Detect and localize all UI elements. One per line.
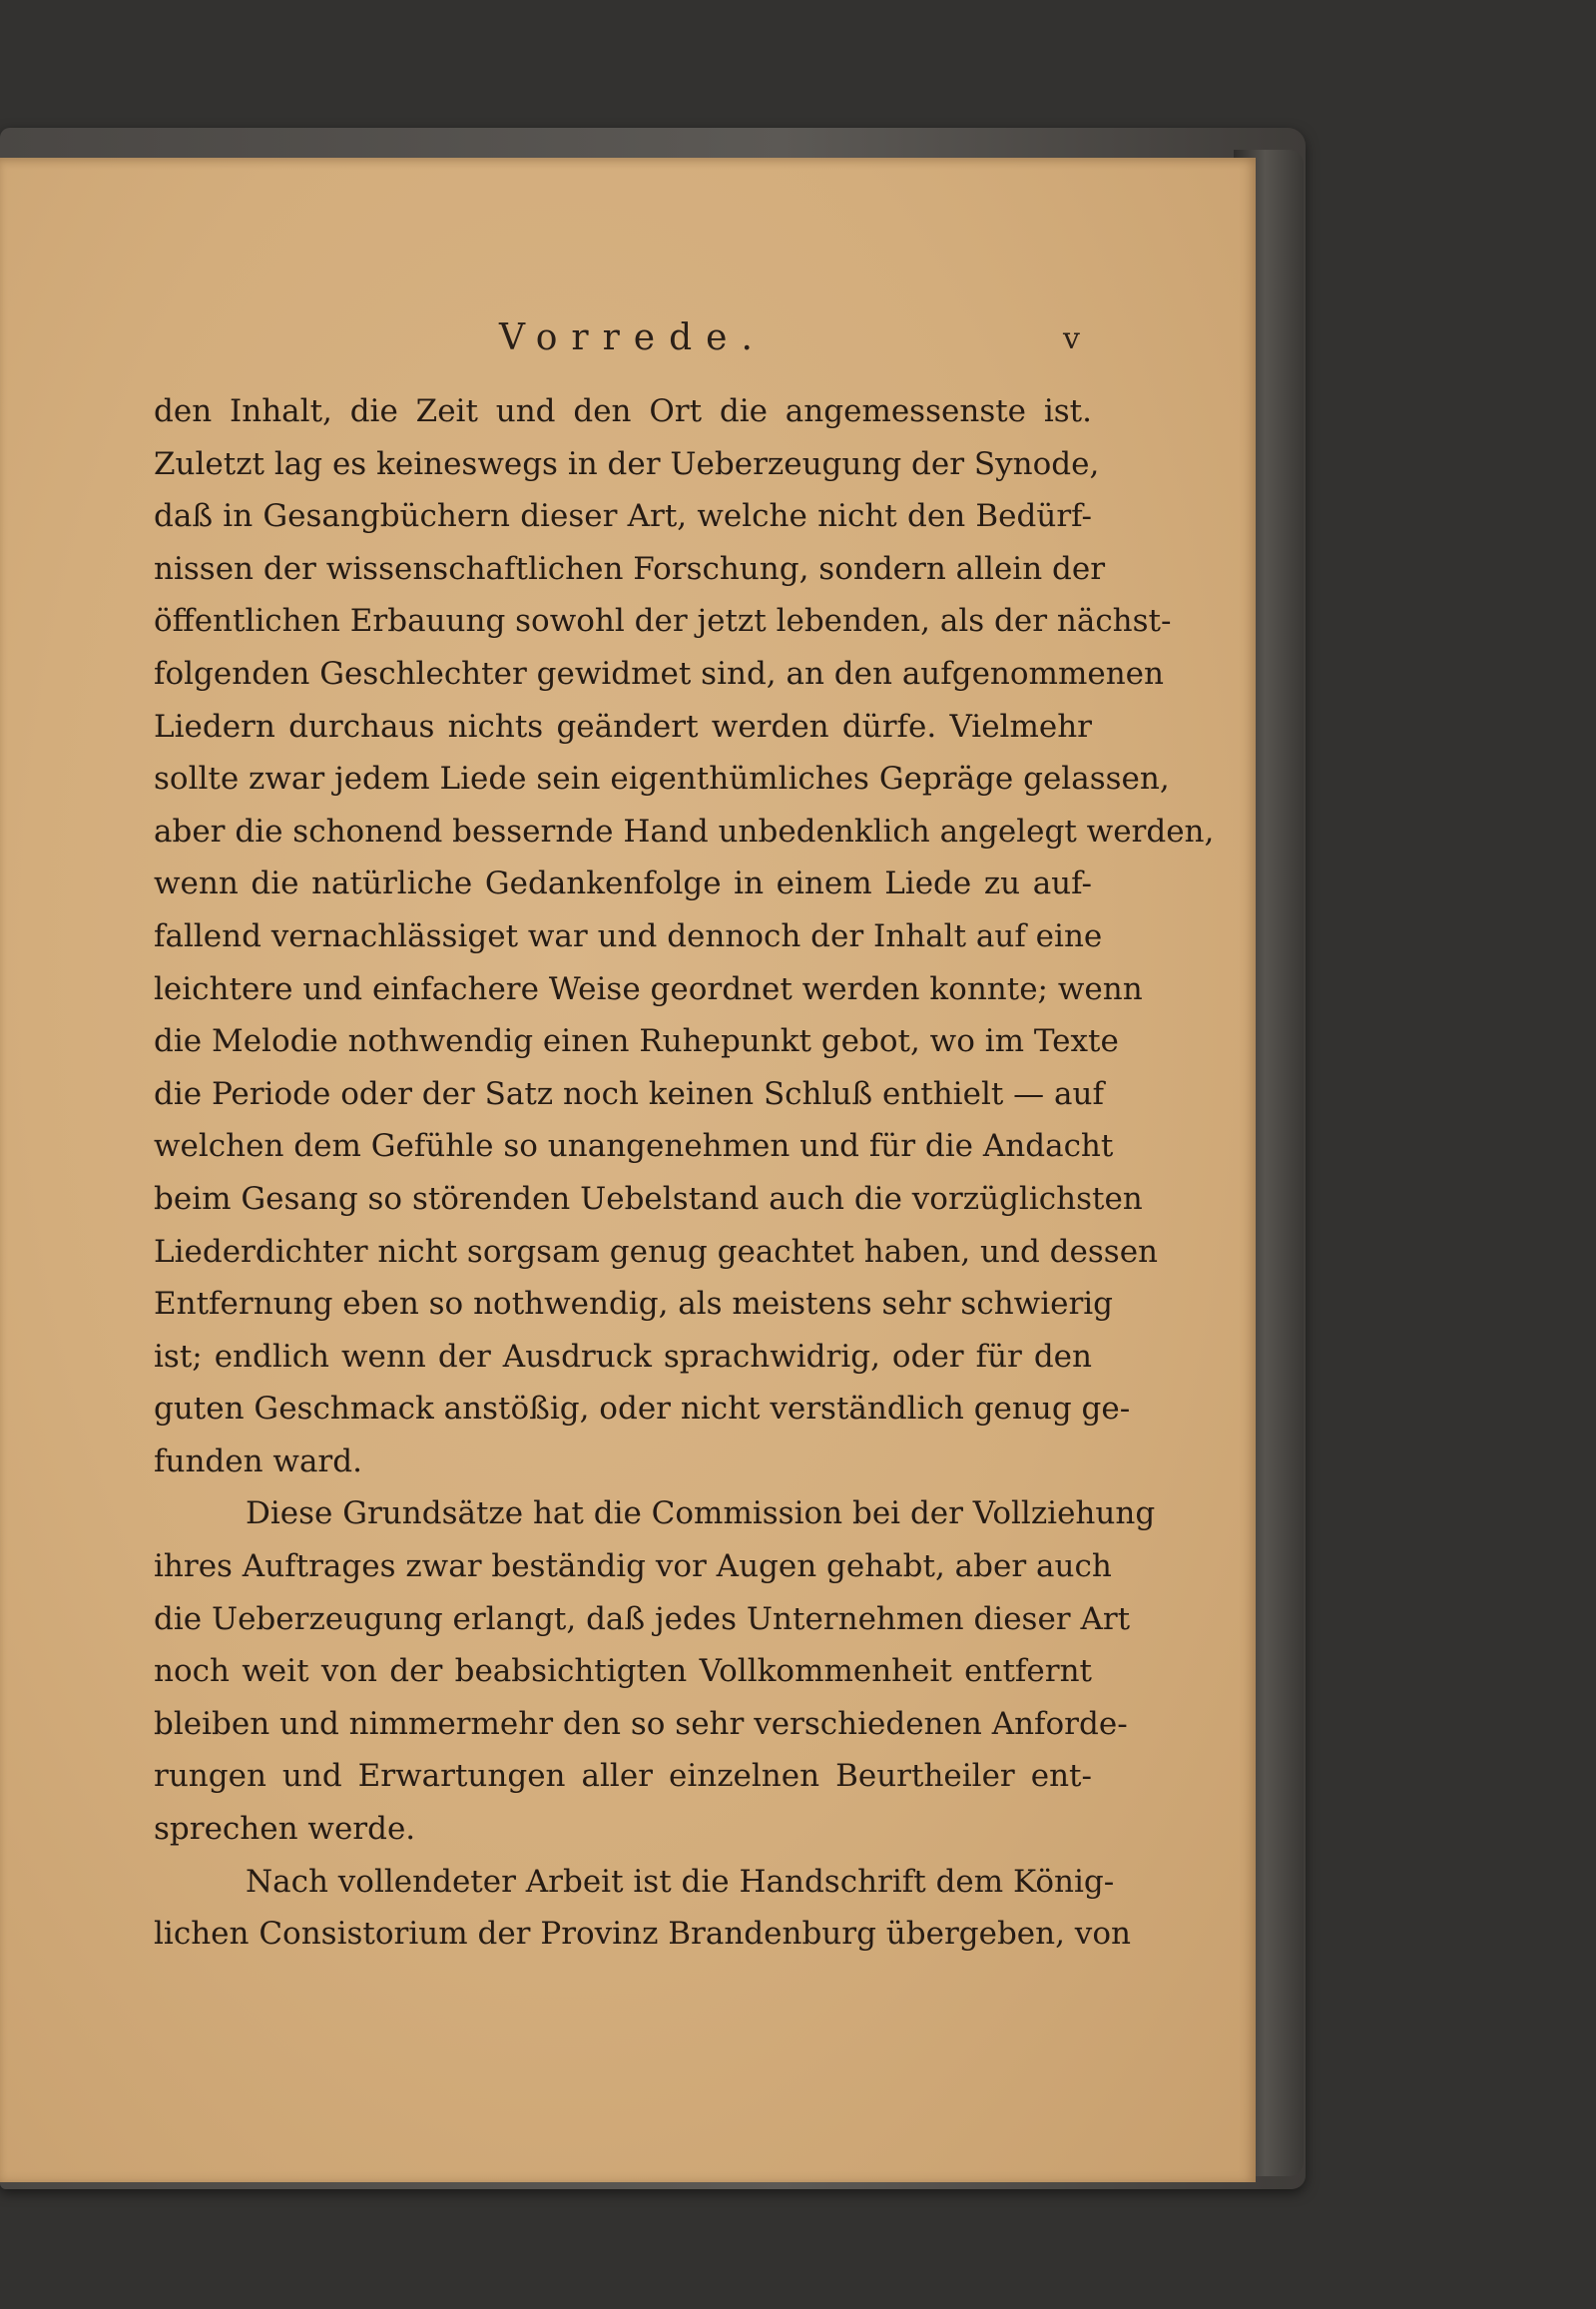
text-line: rungen und Erwartungen aller einzelnen Beurtheiler ent- bbox=[154, 1758, 1092, 1795]
text-line: daß in Gesangbüchern dieser Art, welche nicht den Bedürf- bbox=[154, 498, 1092, 535]
book-page bbox=[0, 158, 1256, 2182]
text-line: folgenden Geschlechter gewidmet sind, an den aufgenommenen bbox=[154, 655, 1164, 692]
text-line: nissen der wissenschaftlichen Forschung, sondern allein der bbox=[154, 550, 1106, 587]
text-line: ist; endlich wenn der Ausdruck sprachwidrig, oder für den bbox=[154, 1338, 1092, 1375]
text-line: lichen Consistorium der Provinz Brandenburg übergeben, von bbox=[154, 1916, 1131, 1953]
text-line: guten Geschmack anstößig, oder nicht verständlich genug ge- bbox=[154, 1391, 1131, 1428]
text-line-paragraph-end: funden ward. bbox=[154, 1443, 362, 1479]
text-line: sollte zwar jedem Liede sein eigenthümliches Gepräge gelassen, bbox=[154, 761, 1170, 798]
text-line: beim Gesang so störenden Uebelstand auch die vorzüglichsten bbox=[154, 1180, 1143, 1217]
text-line: ihres Auftrages zwar beständig vor Augen gehabt, aber auch bbox=[154, 1548, 1112, 1585]
page-number: v bbox=[1063, 321, 1080, 356]
text-line-paragraph-start: Diese Grundsätze hat die Commission bei der Vollziehung bbox=[246, 1495, 1156, 1532]
page-text-block bbox=[154, 317, 1215, 1961]
text-line: noch weit von der beabsichtigten Vollkommenheit entfernt bbox=[154, 1653, 1092, 1690]
text-line: Liedern durchaus nichts geändert werden dürfe. Vielmehr bbox=[154, 708, 1092, 745]
text-line: leichtere und einfachere Weise geordnet werden konnte; wenn bbox=[154, 970, 1143, 1007]
text-line: die Periode oder der Satz noch keinen Schluß enthielt — auf bbox=[154, 1075, 1104, 1112]
text-line-paragraph-start: Nach vollendeter Arbeit ist die Handschrift dem König- bbox=[246, 1863, 1115, 1900]
text-line: den Inhalt, die Zeit und den Ort die angemessenste ist. bbox=[154, 393, 1092, 429]
text-line: wenn die natürliche Gedankenfolge in einem Liede zu auf- bbox=[154, 866, 1092, 902]
text-line: welchen dem Gefühle so unangenehmen und für die Andacht bbox=[154, 1128, 1114, 1165]
text-line: Entfernung eben so nothwendig, als meistens sehr schwierig bbox=[154, 1286, 1114, 1323]
text-line: fallend vernachlässiget war und dennoch der Inhalt auf eine bbox=[154, 917, 1103, 954]
text-line-paragraph-end: sprechen werde. bbox=[154, 1811, 416, 1848]
text-line: öffentlichen Erbauung sowohl der jetzt lebenden, als der nächst- bbox=[154, 603, 1172, 640]
running-head bbox=[154, 317, 1092, 377]
running-head-title: Vorrede. bbox=[499, 317, 767, 358]
text-line: aber die schonend bessernde Hand unbedenklich angelegt werden, bbox=[154, 813, 1215, 850]
text-line: die Ueberzeugung erlangt, daß jedes Unternehmen dieser Art bbox=[154, 1600, 1131, 1637]
text-line: bleiben und nimmermehr den so sehr verschiedenen Anforde- bbox=[154, 1705, 1128, 1742]
text-line: Zuletzt lag es keineswegs in der Ueberzeugung der Synode, bbox=[154, 445, 1100, 482]
text-line: die Melodie nothwendig einen Ruhepunkt gebot, wo im Texte bbox=[154, 1023, 1119, 1060]
text-line: Liederdichter nicht sorgsam genug geachtet haben, und dessen bbox=[154, 1233, 1159, 1270]
